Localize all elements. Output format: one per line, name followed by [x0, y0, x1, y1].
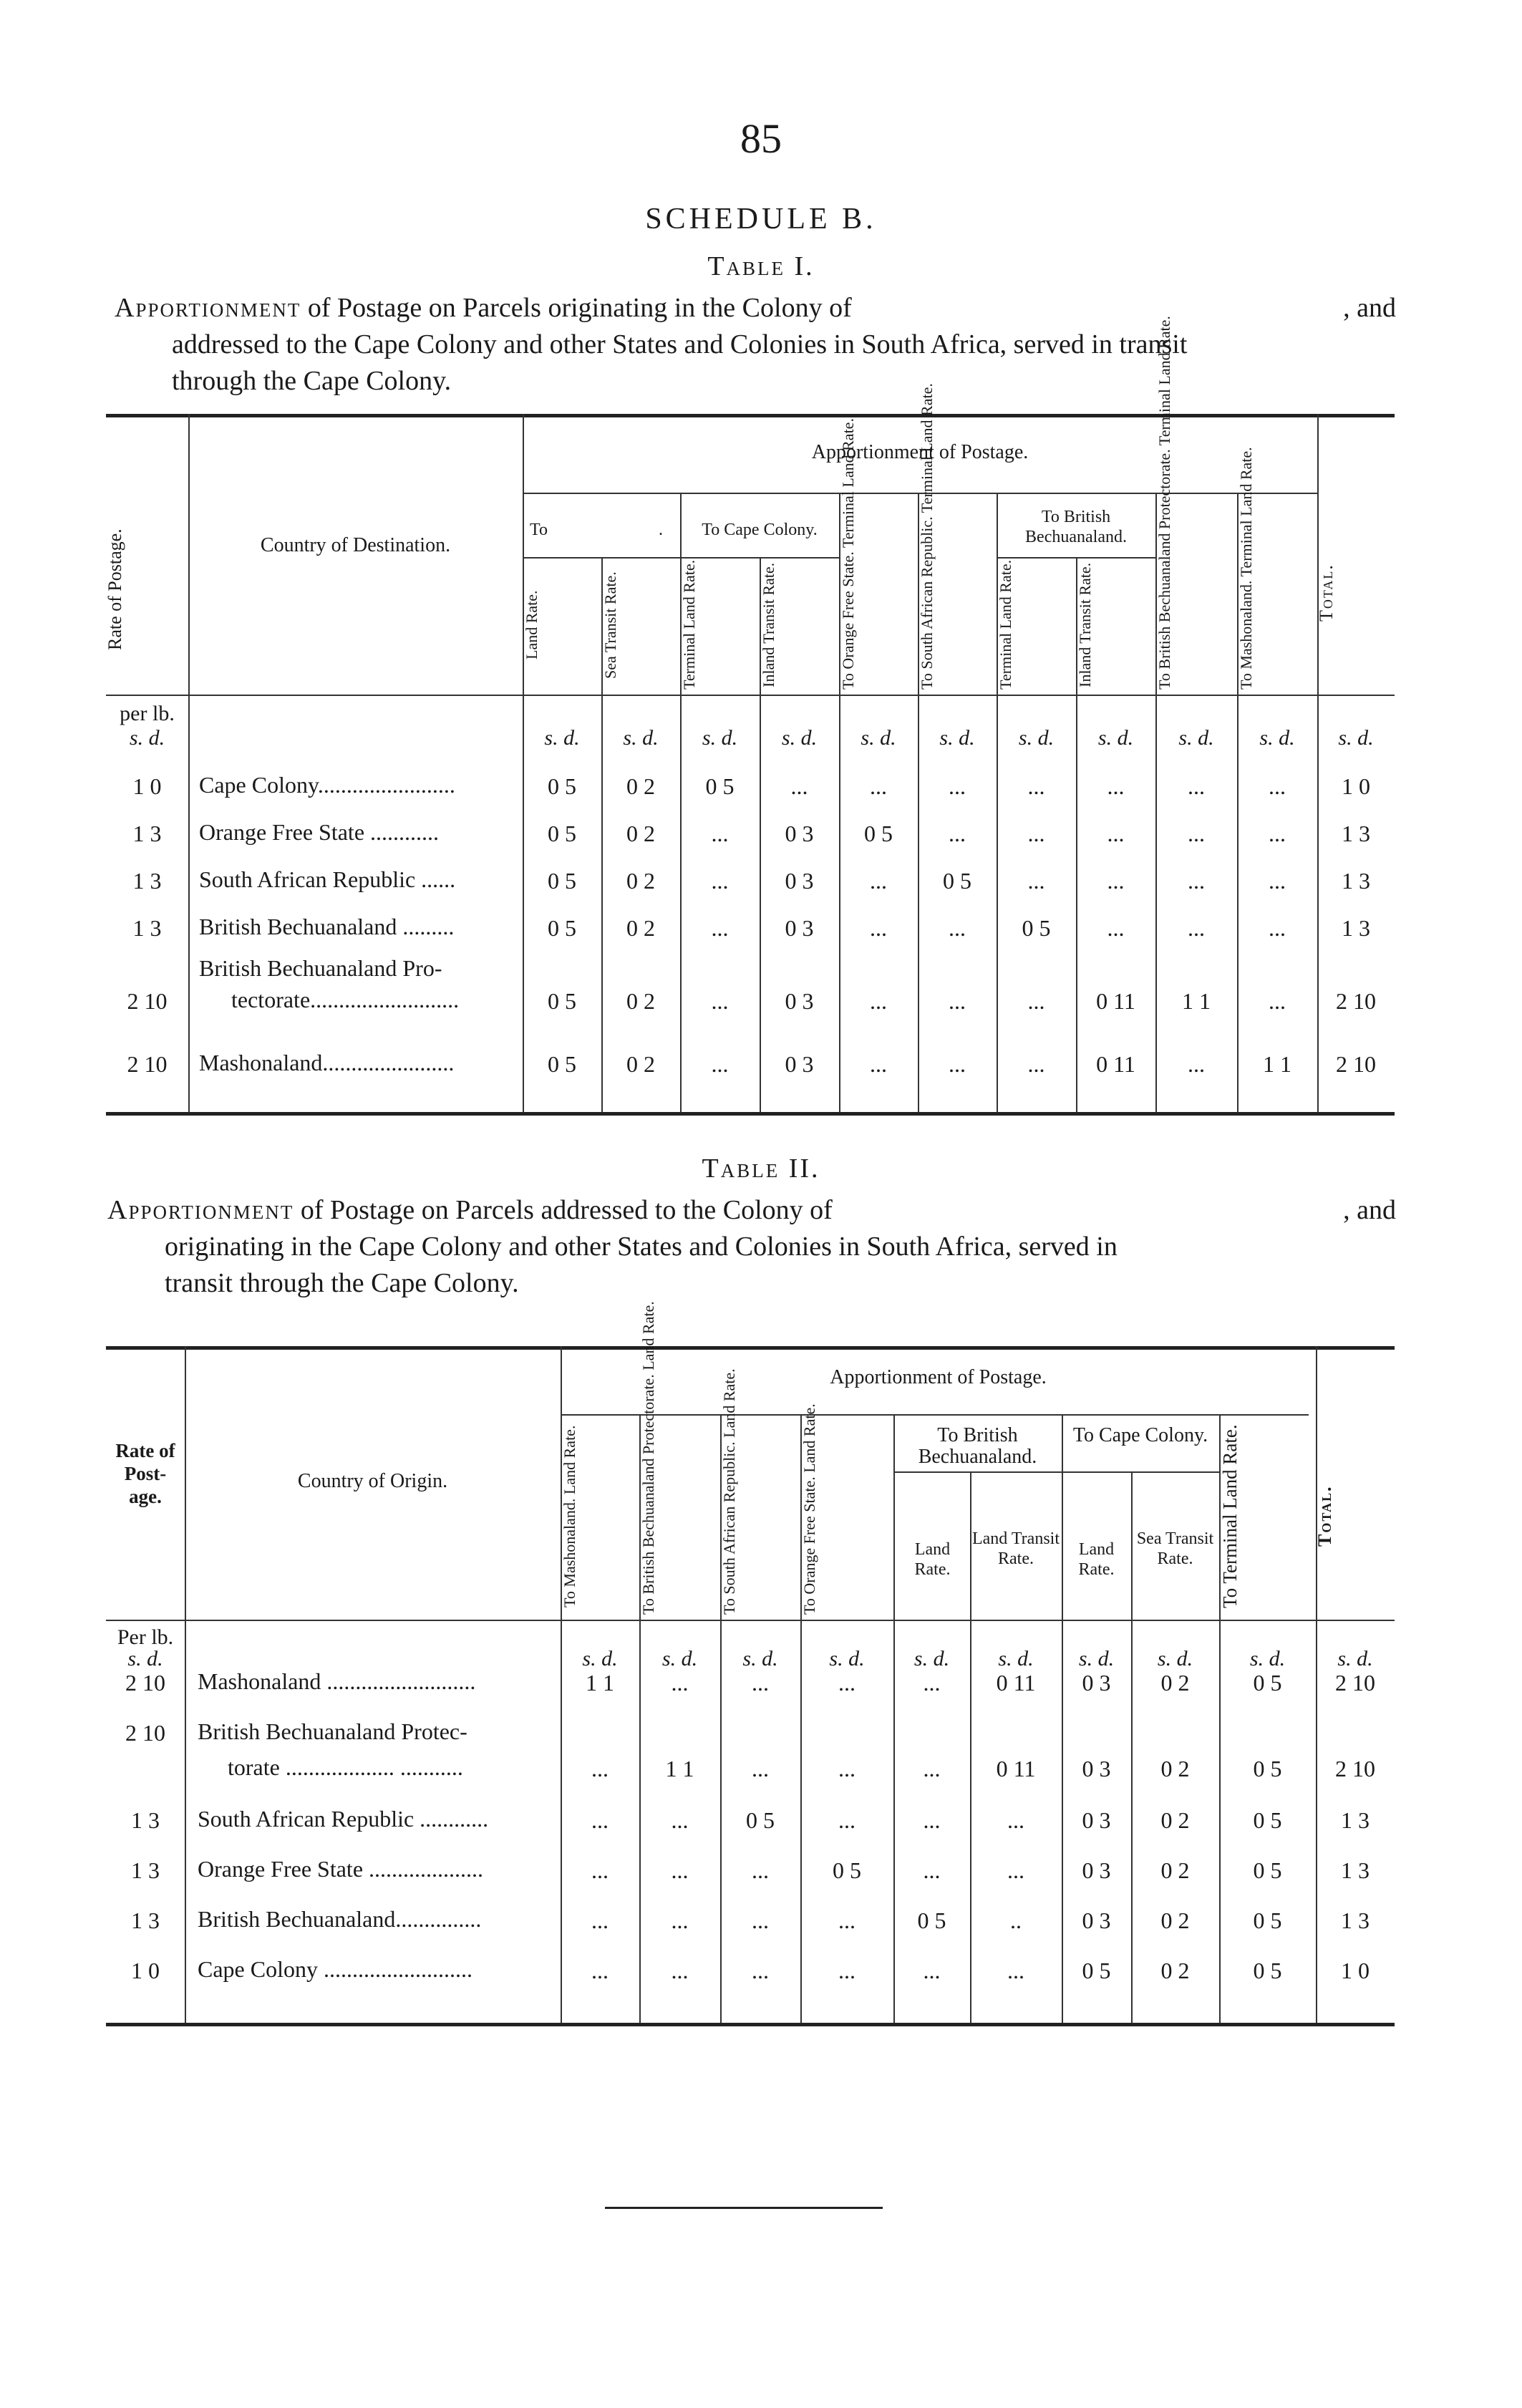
table2-unit-sd: s. d. [913, 1647, 950, 1670]
table2-value-cell: ... [838, 1807, 855, 1833]
table1-value-cell: 0 5 [705, 773, 735, 799]
table2-value-cell: 0 5 [1253, 1756, 1282, 1781]
table1-value-cell: 0 5 [548, 1051, 576, 1077]
table1-value-cell: 0 5 [548, 773, 576, 799]
table1-value-cell: ... [1188, 1051, 1205, 1077]
table1-unit-sd: s. d. [1259, 726, 1295, 750]
table2-value-cell: 0 5 [1082, 1958, 1111, 1983]
table2-rate-cell: 1 0 [131, 1958, 160, 1983]
table2-rate-cell: 1 3 [131, 1857, 160, 1883]
table2-value-cell: 0 5 [746, 1807, 775, 1833]
table1-col-bech-inland: Inland Transit Rate. [1076, 562, 1094, 688]
table1-top-rule [106, 414, 1395, 417]
table1-header-country: Country of Destination. [260, 534, 451, 556]
schedule-title: SCHEDULE B. [645, 203, 877, 236]
table2-value-cell: 0 2 [1160, 1958, 1190, 1983]
table1-value-cell: 0 5 [548, 821, 576, 846]
table2-country-cell: Cape Colony .......................... [198, 1956, 472, 1982]
table2-country-cell: Orange Free State .................... [198, 1856, 484, 1882]
table2-rate-cell: 2 10 [125, 1670, 165, 1696]
table1-col-sea-transit: Sea Transit Rate. [601, 571, 619, 679]
table1-unit-sd: s. d. [939, 726, 975, 750]
table2-unit-sd: s. d. [1249, 1647, 1286, 1670]
table2-total-cell: 2 10 [1335, 1670, 1375, 1696]
table1-value-cell: 1 1 [1263, 1051, 1291, 1077]
table1-col-inland-transit: Inland Transit Rate. [760, 562, 777, 688]
table2-value-cell: 0 3 [1082, 1670, 1111, 1696]
table1-value-cell: ... [949, 915, 966, 941]
table1-value-cell: 0 5 [548, 988, 576, 1014]
table1-unit-sd: s. d. [544, 726, 580, 750]
table2-intro-lead: Apportionment [107, 1195, 294, 1225]
table1-value-cell: ... [711, 821, 729, 846]
table2-value-cell: 0 5 [917, 1907, 946, 1933]
table1-value-cell: ... [1027, 821, 1045, 846]
table2-value-cell: ... [752, 1857, 769, 1883]
table1-col-mashona: To Mashonaland. Terminal Land Rate. [1237, 447, 1255, 690]
table2-col-land-transit: Land Transit Rate. [971, 1529, 1060, 1568]
table2-bottom-rule [106, 2023, 1395, 2026]
table1-group-to-dot: . [659, 521, 663, 539]
table2-country-cell-cont: torate ................... ........... [228, 1754, 463, 1780]
table2-value-cell: ... [923, 1958, 941, 1983]
table1-unit-sd: s. d. [702, 726, 738, 750]
table1-intro-line3: through the Cape Colony. [172, 366, 452, 396]
table2-unit-sd: s. d. [998, 1647, 1034, 1670]
table1-value-cell: ... [949, 988, 966, 1014]
table1-title: Table I. [707, 251, 815, 281]
table2-value-cell: ... [671, 1670, 689, 1696]
table2-value-cell: ... [923, 1857, 941, 1883]
table1-rate-cell: 1 3 [132, 821, 162, 846]
table1-value-cell: 0 11 [1096, 988, 1135, 1014]
table2-value-cell: ... [838, 1670, 855, 1696]
table1-value-cell: 0 2 [626, 915, 655, 941]
table1-total-cell: 1 3 [1342, 868, 1370, 894]
table1-unit-sd: s. d. [1018, 726, 1055, 750]
table2-total-cell: 1 3 [1341, 1807, 1370, 1833]
table1-country-cell: Mashonaland....................... [199, 1050, 455, 1075]
table1-rate-cell: 1 3 [132, 868, 162, 894]
table1-value-cell: ... [949, 1051, 966, 1077]
table2-value-cell: ... [671, 1958, 689, 1983]
table1-group-cape: To Cape Colony. [702, 521, 818, 539]
table2-unit-sd: s. d. [1157, 1647, 1193, 1670]
table1-value-cell: 0 2 [626, 821, 655, 846]
table1-value-cell: ... [1188, 915, 1205, 941]
table1-total-cell: 1 3 [1342, 915, 1370, 941]
table2-value-cell: ... [838, 1907, 855, 1933]
table1-value-cell: ... [870, 868, 887, 894]
table2-rate-cell: 1 3 [131, 1807, 160, 1833]
table2-value-cell: ... [752, 1907, 769, 1933]
table2-value-cell: 0 5 [1253, 1670, 1282, 1696]
table1-value-cell: ... [1027, 988, 1045, 1014]
table1-value-cell: 0 3 [785, 821, 814, 846]
table1-value-cell: ... [870, 915, 887, 941]
table2-title: Table II. [702, 1154, 820, 1184]
table2-country-cell: South African Republic ............ [198, 1806, 489, 1832]
table1-value-cell: ... [870, 988, 887, 1014]
table2-value-cell: ... [752, 1756, 769, 1781]
table1-unit-sd: s. d. [1178, 726, 1214, 750]
table2-value-cell: 0 2 [1160, 1807, 1190, 1833]
table2-value-cell: 0 5 [1253, 1958, 1282, 1983]
table2-total-cell: 1 3 [1341, 1857, 1370, 1883]
table1-total-cell: 1 3 [1342, 821, 1370, 846]
table2-intro-line1: of Postage on Parcels addressed to the Colony of [300, 1195, 833, 1225]
table2-value-cell: ... [671, 1807, 689, 1833]
table1-rate-cell: 2 10 [127, 988, 168, 1014]
table1-col-land-rate: Land Rate. [523, 590, 541, 660]
table2-unit-sd: s. d. [742, 1647, 778, 1670]
table1-value-cell: ... [1188, 773, 1205, 799]
table2-bech-underline [893, 1471, 1062, 1473]
table1-country-cell: South African Republic ...... [199, 866, 456, 892]
table2-top-rule [106, 1346, 1395, 1350]
table1-value-cell: 0 3 [785, 988, 814, 1014]
table2-value-cell: ... [671, 1857, 689, 1883]
table2-value-cell: 0 2 [1160, 1670, 1190, 1696]
table1-value-cell: ... [870, 773, 887, 799]
table2-unit-sd: s. d. [829, 1647, 865, 1670]
table2-value-cell: ... [591, 1807, 609, 1833]
table1-value-cell: 0 3 [785, 915, 814, 941]
table2-unit-sd-rate: s. d. [127, 1647, 163, 1670]
table1-value-cell: 0 2 [626, 773, 655, 799]
table1-value-cell: ... [949, 773, 966, 799]
table2-value-cell: ... [1007, 1958, 1024, 1983]
table2-total-cell: 2 10 [1335, 1756, 1375, 1781]
table2-intro [107, 1192, 1396, 1302]
table2-value-cell: ... [923, 1807, 941, 1833]
table1-unit-sd-total: s. d. [1338, 726, 1374, 750]
table1-rate-cell: 2 10 [127, 1051, 168, 1077]
table2-value-cell: ... [671, 1907, 689, 1933]
table2-value-cell: 0 5 [1253, 1857, 1282, 1883]
table2-rate-cell: 2 10 [125, 1720, 165, 1746]
table2-col-mashona: To Mashonaland. Land Rate. [561, 1425, 578, 1607]
table1-unit-sd: s. d. [1097, 726, 1134, 750]
table1-value-cell: ... [711, 988, 729, 1014]
table1-value-cell: ... [1107, 773, 1125, 799]
table2-intro-line3: transit through the Cape Colony. [165, 1268, 519, 1298]
table1-value-cell: ... [711, 915, 729, 941]
table1-group-to: To [530, 521, 548, 539]
table1-header-apportionment: Apportionment of Postage. [811, 441, 1029, 463]
table1-header-rule [106, 695, 1395, 696]
table2-value-cell: ... [752, 1958, 769, 1983]
table2-intro-line1-end: , and [1343, 1195, 1396, 1225]
table1-col-bech-terminal: Terminal Land Rate. [997, 559, 1014, 690]
table2-value-cell: 1 1 [586, 1670, 614, 1696]
table2-value-cell: 0 5 [1253, 1807, 1282, 1833]
table1-country-cell: Cape Colony........................ [199, 772, 455, 798]
table1-value-cell: 0 5 [548, 915, 576, 941]
table2-value-cell: 0 11 [996, 1670, 1036, 1696]
table2-value-cell: 0 5 [833, 1857, 861, 1883]
table1-value-cell: 1 1 [1182, 988, 1211, 1014]
table1-value-cell: 0 2 [626, 868, 655, 894]
table1-value-cell: 0 11 [1096, 1051, 1135, 1077]
table1-unit-sd-rate: s. d. [129, 726, 165, 750]
table2-col-protectorate: To British Bechuanaland Protectorate. Land Rate. [639, 1301, 657, 1615]
table2-value-cell: 0 3 [1082, 1756, 1111, 1781]
table2-unit-sd: s. d. [661, 1647, 698, 1670]
table1-value-cell: ... [1269, 868, 1286, 894]
table2-intro-line2: originating in the Cape Colony and other States and Colonies in South Africa, served in [165, 1232, 1118, 1262]
table2-value-cell: ... [923, 1756, 941, 1781]
table2-header-country: Country of Origin. [297, 1470, 448, 1492]
table2-value-cell: 1 1 [665, 1756, 694, 1781]
table2-col-sar: To South African Republic. Land Rate. [720, 1368, 738, 1615]
table2-value-cell: 0 2 [1160, 1756, 1190, 1781]
table1-unit-sd: s. d. [623, 726, 659, 750]
table2-unit-sd-total: s. d. [1337, 1647, 1373, 1670]
table2-unit-perlb: Per lb. [117, 1625, 174, 1649]
table1-value-cell: ... [1269, 988, 1286, 1014]
table1-bottom-rule [106, 1112, 1395, 1116]
table2-value-cell: 0 5 [1253, 1907, 1282, 1933]
table2-country-cell: British Bechuanaland............... [198, 1906, 482, 1932]
table2-header-rate: Rate of Post- age. [115, 1440, 175, 1507]
table1-intro-line1: of Postage on Parcels originating in the Colony of [307, 293, 852, 323]
table2-group-cape: To Cape Colony. [1072, 1424, 1208, 1446]
table1-unit-sd: s. d. [781, 726, 818, 750]
table1-value-cell: ... [790, 773, 808, 799]
table1-unit-sd: s. d. [861, 726, 896, 750]
table1-value-cell: ... [711, 868, 729, 894]
table1-total-cell: 2 10 [1336, 1051, 1376, 1077]
table1-value-cell: 0 5 [864, 821, 893, 846]
table2-group-bechuana: To British Bechuanaland. [918, 1424, 1037, 1468]
table2-value-cell: .. [1010, 1907, 1022, 1933]
table1-group-bechuana: To British Bechuanaland. [1025, 508, 1127, 546]
table1-value-cell: 0 2 [626, 1051, 655, 1077]
table1-country-cell-cont: tectorate.......................... [231, 987, 460, 1012]
table1-total-cell: 2 10 [1336, 988, 1376, 1014]
table2-unit-sd: s. d. [1078, 1647, 1115, 1670]
table1-rate-cell: 1 0 [132, 773, 162, 799]
table1-unit-perlb: per lb. [120, 702, 175, 725]
table2-value-cell: ... [923, 1670, 941, 1696]
table2-col-total: Total. [1314, 1485, 1335, 1547]
table1-col-protectorate: To British Bechuanaland Protectorate. Terminal Land Rate. [1155, 316, 1173, 690]
table2-col-sea-transit: Sea Transit Rate. [1136, 1529, 1214, 1568]
table1-value-cell: ... [949, 821, 966, 846]
table2-country-cell: Mashonaland .......................... [198, 1668, 476, 1694]
table1-rate-cell: 1 3 [132, 915, 162, 941]
table2-cape-underline [1062, 1471, 1219, 1473]
table1-header-rate: Rate of Postage. [105, 528, 125, 650]
table1-value-cell: ... [711, 1051, 729, 1077]
table2-value-cell: ... [591, 1958, 609, 1983]
table2-value-cell: 0 11 [996, 1756, 1036, 1781]
table2 [106, 1301, 1395, 2034]
table2-header-rule [106, 1620, 1395, 1621]
table2-col-land-rate: Land Rate. [914, 1540, 951, 1579]
table1-intro-line1-end: , and [1343, 293, 1396, 323]
table2-value-cell: ... [838, 1958, 855, 1983]
table1-value-cell: ... [1269, 915, 1286, 941]
table1-value-cell: ... [1107, 868, 1125, 894]
table1-intro [115, 290, 1396, 400]
table1-value-cell: ... [1027, 773, 1045, 799]
table2-apportion-underline [561, 1414, 1309, 1416]
table1-value-cell: ... [1107, 915, 1125, 941]
table1-intro-line2: addressed to the Cape Colony and other States and Colonies in South Africa, served in transit [172, 329, 1188, 359]
table1-col-sar: To South African Republic. Terminal Land Rate. [918, 383, 936, 690]
table2-value-cell: 0 3 [1082, 1857, 1111, 1883]
table2-rate-cell: 1 3 [131, 1907, 160, 1933]
table1-value-cell: 0 2 [626, 988, 655, 1014]
table2-value-cell: ... [591, 1857, 609, 1883]
table1-col-total: Total. [1316, 564, 1337, 622]
table1-country-cell: British Bechuanaland ......... [199, 914, 455, 939]
table2-value-cell: 0 3 [1082, 1807, 1111, 1833]
table1-col-orange: To Orange Free State. Terminal Land Rate. [839, 418, 857, 690]
table2-value-cell: 0 2 [1160, 1857, 1190, 1883]
table1-value-cell: ... [1188, 868, 1205, 894]
table1-value-cell: 0 5 [1022, 915, 1051, 941]
table2-value-cell: ... [838, 1756, 855, 1781]
table1-value-cell: ... [1107, 821, 1125, 846]
table2-value-cell: 0 3 [1082, 1907, 1111, 1933]
table2-value-cell: ... [1007, 1857, 1024, 1883]
table2-value-cell: ... [1007, 1807, 1024, 1833]
table1-value-cell: ... [870, 1051, 887, 1077]
table2-total-cell: 1 0 [1341, 1958, 1370, 1983]
table1-value-cell: 0 5 [943, 868, 971, 894]
table1-intro-lead: Apportionment [115, 293, 301, 323]
table1-value-cell: ... [1188, 821, 1205, 846]
table1-value-cell: 0 3 [785, 1051, 814, 1077]
table1-country-cell: British Bechuanaland Pro- [199, 955, 442, 981]
page-number: 85 [740, 115, 782, 162]
table1-value-cell: ... [1027, 868, 1045, 894]
table2-col-orange: To Orange Free State. Land Rate. [800, 1403, 818, 1615]
table2-header-apportionment: Apportionment of Postage. [830, 1366, 1047, 1388]
table1-col-terminal-land: Terminal Land Rate. [680, 559, 698, 690]
table1-value-cell: ... [1269, 821, 1286, 846]
table2-value-cell: ... [591, 1756, 609, 1781]
table2-unit-sd: s. d. [582, 1647, 618, 1670]
table1-country-cell: Orange Free State ............ [199, 819, 440, 845]
end-rule [605, 2207, 883, 2209]
table1-value-cell: ... [1027, 1051, 1045, 1077]
table1-value-cell: ... [1269, 773, 1286, 799]
table2-value-cell: 0 2 [1160, 1907, 1190, 1933]
table2-country-cell: British Bechuanaland Protec- [198, 1718, 467, 1744]
table2-total-cell: 1 3 [1341, 1907, 1370, 1933]
table2-value-cell: ... [591, 1907, 609, 1933]
table1-total-cell: 1 0 [1342, 773, 1370, 799]
table2-value-cell: ... [752, 1670, 769, 1696]
table2-col-cape-land: Land Rate. [1078, 1540, 1115, 1579]
table1-value-cell: 0 5 [548, 868, 576, 894]
table2-col-terminal: To Terminal Land Rate. [1219, 1424, 1241, 1608]
table1-value-cell: 0 3 [785, 868, 814, 894]
